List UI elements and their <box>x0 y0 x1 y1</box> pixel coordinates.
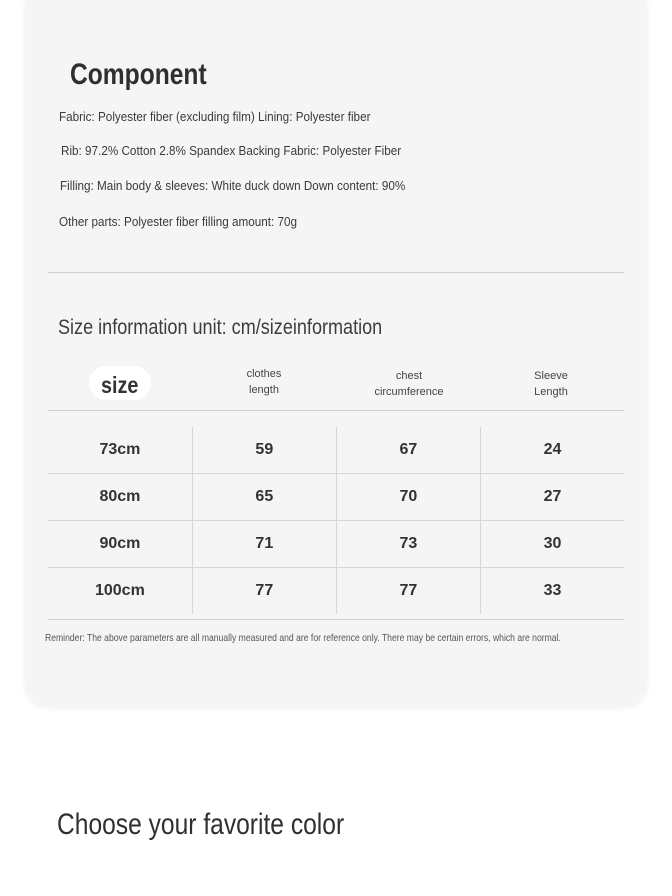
size-cell: 90cm <box>48 521 192 568</box>
clothes-length-cell: 71 <box>192 521 336 568</box>
color-section-title: Choose your favorite color <box>57 808 345 841</box>
chest-cell: 70 <box>336 474 480 521</box>
header-sleeve-length: Sleeve Length <box>534 370 568 398</box>
header-size: size <box>101 372 139 398</box>
size-cell: 100cm <box>94 582 145 599</box>
clothes-length-cell: 77 <box>192 568 336 615</box>
size-cell: 73cm <box>48 427 192 474</box>
header-clothes-length: clothes length <box>246 368 282 396</box>
table-bottom-divider <box>48 619 624 620</box>
sleeve-cell: 30 <box>480 521 624 568</box>
section-divider <box>48 272 624 273</box>
reminder-note: Reminder: The above parameters are all manually measured and are for reference only. There may be certain errors, which are normal. <box>45 632 561 644</box>
component-title: Component <box>70 58 207 91</box>
sleeve-cell: 27 <box>480 474 624 521</box>
clothes-length-cell: 59 <box>192 427 336 474</box>
table-row <box>48 427 624 474</box>
size-cell: 80cm <box>48 474 192 521</box>
component-line-other: Other parts: Polyester fiber filling amount: 70g <box>59 214 298 229</box>
size-table <box>48 427 624 614</box>
table-row <box>48 568 624 615</box>
table-row <box>48 521 624 568</box>
table-row <box>48 474 624 521</box>
component-line-fabric: Fabric: Polyester fiber (excluding film) Lining: Polyester fiber <box>59 109 371 124</box>
chest-cell: 77 <box>336 568 480 615</box>
chest-cell: 67 <box>336 427 480 474</box>
sleeve-cell: 24 <box>480 427 624 474</box>
header-divider <box>48 410 624 411</box>
header-chest-circumference: chest circumference <box>374 370 444 398</box>
size-info-title: Size information unit: cm/sizeinformation <box>58 316 383 339</box>
clothes-length-cell: 65 <box>192 474 336 521</box>
component-line-rib: Rib: 97.2% Cotton 2.8% Spandex Backing Fabric: Polyester Fiber <box>61 143 402 158</box>
chest-cell: 73 <box>336 521 480 568</box>
component-line-filling: Filling: Main body & sleeves: White duck down Down content: 90% <box>60 178 406 193</box>
sleeve-cell: 33 <box>480 568 624 615</box>
